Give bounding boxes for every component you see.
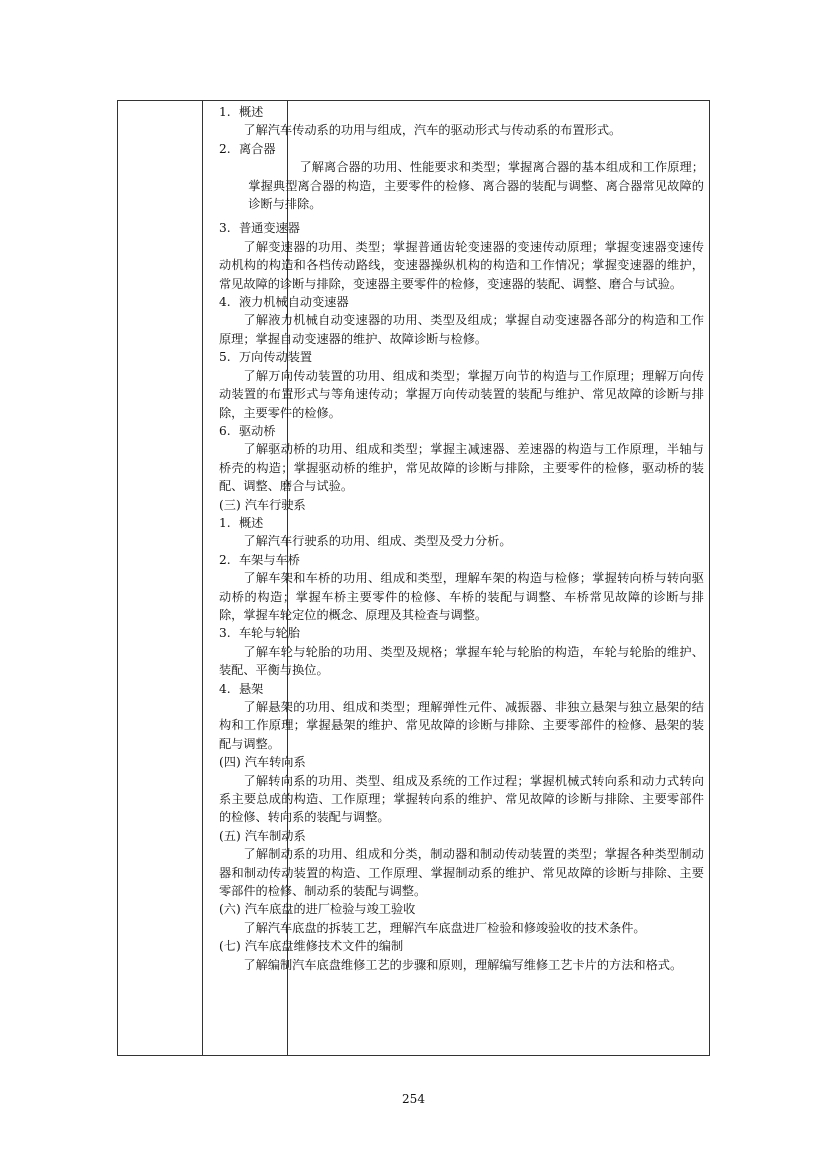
section-paragraph: 了解悬架的功用、组成和类型；理解弹性元件、减振器、非独立悬架与独立悬架的结构和工作原理；掌握悬架的维护、常见故障的诊断与排除、主要零部件的检修、悬架的装配与调整。 <box>219 700 704 751</box>
section-paragraph: 了解汽车行驶系的功用、组成、类型及受力分析。 <box>243 534 512 549</box>
section-number: 2. <box>219 552 231 567</box>
section-title: 悬架 <box>239 681 264 696</box>
section-number: 6. <box>219 423 231 438</box>
section-title: 汽车底盘维修技术文件的编制 <box>244 939 404 954</box>
section-paragraph: 了解离合器的功用、性能要求和类型；掌握离合器的基本组成和工作原理；掌握典型离合器的构造，主要零件的检修、离合器的装配与调整、离合器常见故障的诊断与排除。 <box>248 160 704 212</box>
section-heading <box>219 422 704 440</box>
section-title: 概述 <box>239 105 264 119</box>
section-title: 汽车底盘的进厂检验与竣工验收 <box>244 902 416 917</box>
section-title: 液力机械自动变速器 <box>239 295 349 310</box>
section-paragraph: 了解汽车底盘的拆装工艺，理解汽车底盘进厂检验和修竣验收的技术条件。 <box>243 920 646 935</box>
section-heading <box>219 219 704 237</box>
section-heading <box>219 140 704 158</box>
section-paragraph: 了解汽车传动系的功用与组成，汽车的驱动形式与传动系的布置形式。 <box>243 123 622 138</box>
section-heading <box>219 293 704 311</box>
section-number: 1. <box>219 105 231 119</box>
section-heading <box>219 680 704 698</box>
section-paragraph: 了解车架和车桥的功用、组成和类型，理解车架的构造与检修；掌握转向桥与转向驱动桥的构造；掌握车桥主要零件的检修、车桥的装配与调整、车桥常见故障的诊断与排除，掌握车轮定位的概念、原理及其检查与调整。 <box>219 571 704 622</box>
section-number: 5. <box>219 350 231 365</box>
section-title: 汽车制动系 <box>244 828 306 843</box>
section-number: (三) <box>219 497 241 512</box>
section-number: 1. <box>219 515 231 530</box>
section-number: 2. <box>219 141 231 156</box>
section-heading <box>219 551 704 569</box>
content-table <box>117 100 710 1056</box>
section-number: (四) <box>219 755 241 770</box>
section-heading <box>219 103 704 121</box>
section-heading <box>219 496 704 514</box>
section-title: 驱动桥 <box>239 423 276 438</box>
section-heading <box>219 348 704 366</box>
section-number: 4. <box>219 681 231 696</box>
section-paragraph: 了解车轮与轮胎的功用、类型及规格；掌握车轮与轮胎的构造，车轮与轮胎的维护、装配、平衡与换位。 <box>219 644 704 678</box>
syllabus-content <box>219 103 704 974</box>
section-paragraph: 了解万向传动装置的功用、组成和类型；掌握万向节的构造与工作原理；理解万向传动装置的布置形式与等角速传动；掌握万向传动装置的装配与维护、常见故障的诊断与排除，主要零件的检修。 <box>219 368 704 420</box>
section-number: (六) <box>219 902 241 917</box>
section-title: 车轮与轮胎 <box>239 626 300 641</box>
section-title: 万向传动装置 <box>239 350 313 365</box>
section-paragraph: 了解转向系的功用、类型、组成及系统的工作过程；掌握机械式转向系和动力式转向系主要总成的构造、工作原理；掌握转向系的维护、常见故障的诊断与排除、主要零部件的检修、转向系的装配与调整。 <box>219 773 704 825</box>
section-paragraph: 了解液力机械自动变速器的功用、类型及组成；掌握自动变速器各部分的构造和工作原理；掌握自动变速器的维护、故障诊断与检修。 <box>219 313 704 346</box>
section-heading <box>219 624 704 642</box>
section-paragraph: 了解编制汽车底盘维修工艺的步骤和原则，理解编写维修工艺卡片的方法和格式。 <box>243 957 683 972</box>
section-number: 3. <box>219 626 231 641</box>
section-heading <box>219 753 704 771</box>
section-number: 4. <box>219 295 231 310</box>
section-heading <box>219 937 704 955</box>
section-number: (五) <box>219 828 241 843</box>
section-title: 概述 <box>239 515 264 530</box>
section-title: 汽车行驶系 <box>244 497 306 512</box>
section-title: 车架与车桥 <box>239 552 300 567</box>
table-column-1 <box>118 101 203 1055</box>
section-paragraph: 了解变速器的功用、类型；掌握普通齿轮变速器的变速传动原理；掌握变速器变速传动机构的构造和各档传动路线，变速器操纵机构的构造和工作情况；掌握变速器的维护，常见故障的诊断与排除，变速器主要零件的检修，变速器的装配、调整、磨合与试验。 <box>219 239 704 291</box>
page-number: 254 <box>402 1092 425 1106</box>
section-number: (七) <box>219 939 241 954</box>
section-heading <box>219 900 704 918</box>
section-title: 离合器 <box>239 141 276 156</box>
section-heading <box>219 514 704 532</box>
section-title: 汽车转向系 <box>244 755 306 770</box>
section-heading <box>219 827 704 845</box>
section-paragraph: 了解驱动桥的功用、组成和类型；掌握主减速器、差速器的构造与工作原理，半轴与桥壳的构造；掌握驱动桥的维护，常见故障的诊断与排除，主要零件的检修，驱动桥的装配、调整、磨合与试验。 <box>219 442 704 494</box>
section-paragraph: 了解制动系的功用、组成和分类，制动器和制动传动装置的类型；掌握各种类型制动器和制动传动装置的构造、工作原理、掌握制动系的维护、常见故障的诊断与排除、主要零部件的检修、制动系的装配与调整。 <box>219 847 704 899</box>
section-title: 普通变速器 <box>239 221 300 236</box>
section-number: 3. <box>219 221 231 236</box>
